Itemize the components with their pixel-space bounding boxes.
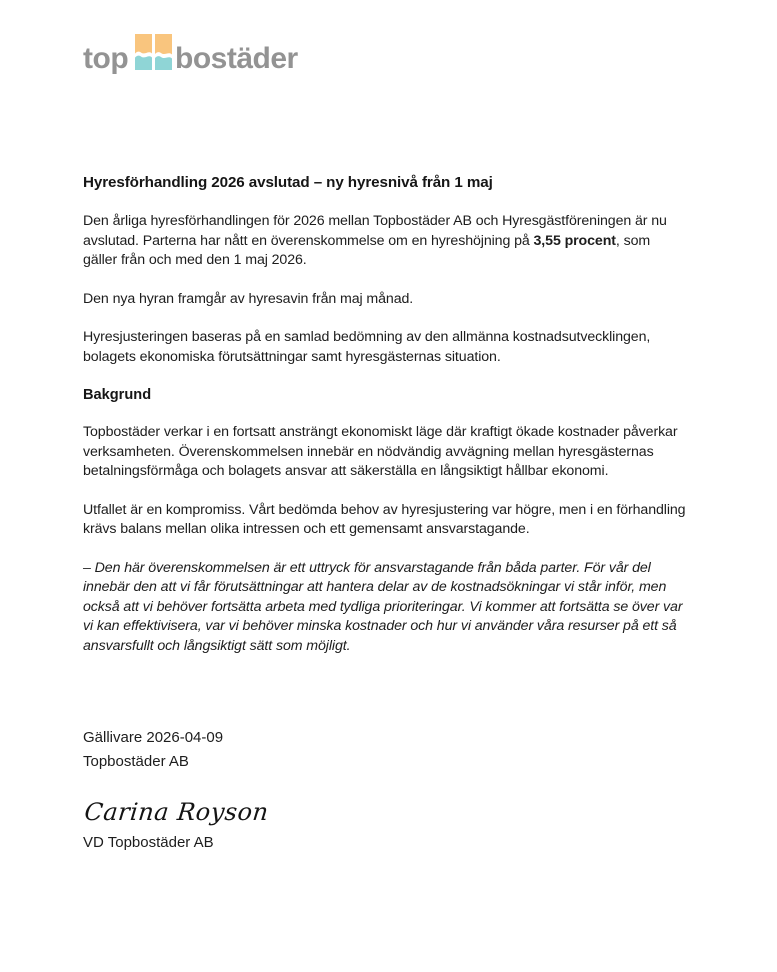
signoff-block — [83, 726, 687, 855]
document-body — [83, 174, 687, 675]
place-and-date: Gällivare 2026-04-09 — [83, 729, 224, 746]
paragraph-hyresavi: Den nya hyran framgår av hyresavin från maj månad. — [83, 290, 414, 307]
handwritten-signature: Carina Royson — [83, 798, 271, 826]
section-heading-bakgrund: Bakgrund — [83, 387, 152, 403]
logo-text-top: top — [83, 42, 129, 75]
paragraph-utfall: Utfallet är en kompromiss. Vårt bedömda behov av hyresjustering var högre, men i en förhandling krävs balans mellan olika intressen och ett gemensamt ansvarstagande. — [83, 501, 686, 537]
rent-increase-value: 3,55 procent — [533, 232, 616, 249]
logo-mark-icon — [135, 34, 172, 74]
signer-title: VD Topbostäder AB — [83, 834, 214, 851]
intro-text-before: Den årliga hyresförhandlingen för 2026 mellan Topbostäder AB och Hyresgästföreningen är nu avslutad. Parterna har nått en överenskommelse om en hyreshöjning på — [83, 213, 667, 249]
logo-text-bostader: bostäder — [175, 42, 298, 75]
company-name: Topbostäder AB — [83, 752, 189, 770]
paragraph-intro — [83, 212, 687, 271]
document-title: Hyresförhandling 2026 avslutad – ny hyresnivå från 1 maj — [83, 174, 493, 191]
paragraph-quote: – Den här överenskommelsen är ett uttryck för ansvarstagande från båda parter. För vår del innebär den att vi får förutsättningar att hantera delar av de kostnadsökningar vi står inför, men också att vi behöver fortsätta arbeta med tydliga prioriteringar. Vi kommer att fortsätta se över var vi kan effektivisera, var vi behöver minska kostnader och hur vi använder våra resurser på ett så ansvarsfullt och långsiktigt sätt som möjligt. — [83, 559, 683, 654]
paragraph-bakgrund: Topbostäder verkar i en fortsatt ansträngt ekonomiskt läge där kraftigt ökade kostnader påverkar verksamheten. Överenskommelsen innebär en nödvändig avvägning mellan hyresgästernas betalningsförmåga och bolagets ansvar att säkerställa en långsiktigt hållbar ekonomi. — [83, 424, 678, 479]
intro-text-after: , som gäller från och med den 1 maj 2026. — [83, 232, 651, 268]
topbostader-logo — [83, 33, 323, 81]
paragraph-bedomning: Hyresjusteringen baseras på en samlad bedömning av den allmänna kostnadsutvecklingen, bolagets ekonomiska förutsättningar samt hyresgästernas situation. — [83, 329, 651, 365]
